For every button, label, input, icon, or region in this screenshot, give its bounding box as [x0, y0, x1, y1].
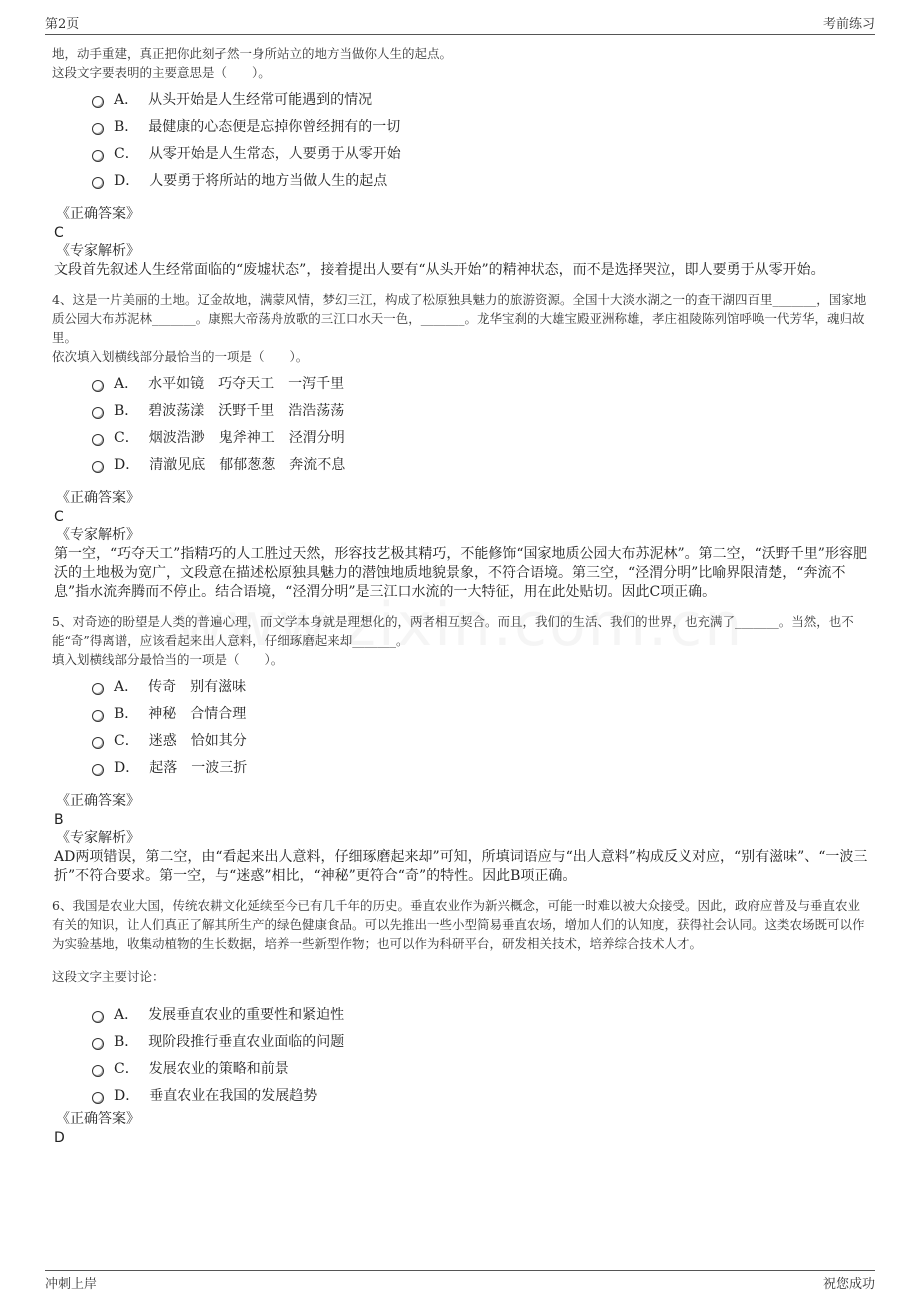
radio-icon[interactable] — [92, 1092, 104, 1104]
option-text: 最健康的心态便是忘掉你曾经拥有的一切 — [148, 118, 401, 135]
option-a[interactable] — [92, 85, 872, 112]
option-c[interactable] — [92, 139, 872, 166]
question-3 — [52, 44, 872, 280]
option-a[interactable] — [92, 1000, 872, 1027]
answer-label: 《正确答案》 — [56, 490, 140, 506]
question-prompt: 这段文字主要讨论： — [52, 969, 165, 984]
option-letter: C． — [114, 145, 139, 162]
analysis-text: 文段首先叙述人生经常面临的“废墟状态”，接着提出人要有“从头开始”的精神状态，而不是选择哭泣，即人要勇于从零开始。 — [54, 262, 825, 278]
analysis-text: AD两项错误，第二空，由“看起来出人意料，仔细琢磨起来却”可知，所填词语应与“出人意料”构成反义对应，“别有滋味”、“一波三折”不符合要求。第一空，与“迷惑”相比，“神秘”更符合“奇”的特性。因此B项正确。 — [54, 849, 868, 884]
question-text: 6、我国是农业大国，传统农耕文化延续至今已有几千年的历史。垂直农业作为新兴概念，可能一时难以被大众接受。因此，政府应普及与垂直农业有关的知识，让人们真正了解其所生产的绿色健康食品。可以先推出一些小型简易垂直农场，增加人们的认知度，获得社会认同。这类农场既可以作为实验基地，收集动植物的生长数据，培养一些新型作物；也可以作为科研平台，研发相关技术，培养综合技术人才。 — [52, 898, 865, 951]
radio-icon[interactable] — [92, 1038, 104, 1050]
option-letter: C． — [114, 429, 139, 446]
analysis-label: 《专家解析》 — [56, 243, 140, 259]
question-prompt: 这段文字要表明的主要意思是（ ）。 — [52, 65, 271, 80]
option-text: 现阶段推行垂直农业面临的问题 — [148, 1033, 345, 1050]
option-c[interactable] — [92, 1054, 872, 1081]
answer-value: C — [54, 225, 64, 241]
option-b[interactable] — [92, 1027, 872, 1054]
option-text: 从头开始是人生经常可能遇到的情况 — [148, 91, 373, 108]
radio-icon[interactable] — [92, 150, 104, 162]
option-letter: B． — [114, 705, 139, 722]
option-letter: D． — [114, 172, 140, 189]
radio-icon[interactable] — [92, 380, 104, 392]
option-text: 发展垂直农业的重要性和紧迫性 — [148, 1006, 345, 1023]
analysis-text: 第一空，“巧夺天工”指精巧的人工胜过天然，形容技艺极其精巧，不能修饰“国家地质公园大布苏泥林”。第二空，“沃野千里”形容肥沃的土地极为宽广，文段意在描述松原独具魅力的潜蚀地质地貌景象，不符合语境。第三空，“泾渭分明”比喻界限清楚，“奔流不息”指水流奔腾而不停止。结合语境，“泾渭分明”是三江口水流的一大特征，用在此处贴切。因此C项正确。 — [54, 546, 867, 600]
footer-right: 祝您成功 — [822, 1277, 875, 1292]
page-header — [45, 12, 875, 35]
option-letter: D． — [114, 759, 140, 776]
page-footer — [45, 1270, 875, 1293]
option-list — [92, 672, 872, 780]
option-letter: B． — [114, 1033, 139, 1050]
option-c[interactable] — [92, 726, 872, 753]
option-letter: A． — [114, 1006, 139, 1023]
option-c[interactable] — [92, 423, 872, 450]
option-letter: A． — [114, 91, 139, 108]
option-text: 起落 一波三折 — [149, 759, 248, 776]
option-a[interactable] — [92, 672, 872, 699]
radio-icon[interactable] — [92, 1011, 104, 1023]
option-letter: A． — [114, 375, 139, 392]
option-text: 烟波浩渺 鬼斧神工 泾渭分明 — [148, 429, 345, 446]
option-letter: B． — [114, 118, 139, 135]
question-6 — [52, 896, 872, 1147]
option-letter: C． — [114, 732, 139, 749]
answer-label: 《正确答案》 — [56, 206, 140, 222]
option-b[interactable] — [92, 699, 872, 726]
option-d[interactable] — [92, 166, 872, 193]
radio-icon[interactable] — [92, 737, 104, 749]
option-letter: D． — [114, 456, 140, 473]
question-text: 地，动手重建，真正把你此刻孑然一身所站立的地方当做你人生的起点。 — [52, 46, 453, 61]
option-text: 人要勇于将所站的地方当做人生的起点 — [149, 172, 388, 189]
option-b[interactable] — [92, 396, 872, 423]
answer-label: 《正确答案》 — [56, 793, 140, 809]
question-4 — [52, 290, 872, 602]
option-text: 清澈见底 郁郁葱葱 奔流不息 — [149, 456, 346, 473]
question-prompt: 依次填入划横线部分最恰当的一项是（ ）。 — [52, 349, 309, 364]
question-text: 5、对奇迹的盼望是人类的普遍心理，而文学本身就是理想化的，两者相互契合。而且，我们的生活、我们的世界，也充满了_______。当然，也不能“奇”得离谱，应该看起来出人意料，仔细琢磨起来却_______。 — [52, 614, 854, 648]
radio-icon[interactable] — [92, 407, 104, 419]
radio-icon[interactable] — [92, 764, 104, 776]
option-text: 从零开始是人生常态，人要勇于从零开始 — [148, 145, 401, 162]
radio-icon[interactable] — [92, 123, 104, 135]
question-text: 4、这是一片美丽的土地。辽金故地，满蒙风情，梦幻三江，构成了松原独具魅力的旅游资源。全国十大淡水湖之一的查干湖四百里_______，国家地质公园大布苏泥林_______。康熙大帝荡舟放歌的三江口水天一色，_______。龙华宝刹的大雄宝殿亚洲称雄，孝庄祖陵陈列馆呼唤一代芳华，魂归故里。 — [52, 292, 867, 345]
radio-icon[interactable] — [92, 1065, 104, 1077]
option-text: 碧波荡漾 沃野千里 浩浩荡荡 — [148, 402, 345, 419]
answer-value: B — [54, 812, 64, 828]
radio-icon[interactable] — [92, 177, 104, 189]
option-text: 发展农业的策略和前景 — [148, 1060, 289, 1077]
analysis-label: 《专家解析》 — [56, 830, 140, 846]
radio-icon[interactable] — [92, 461, 104, 473]
option-letter: B． — [114, 402, 139, 419]
document-content — [52, 44, 872, 1147]
option-d[interactable] — [92, 1081, 872, 1108]
footer-left: 冲刺上岸 — [45, 1277, 98, 1292]
option-text: 垂直农业在我国的发展趋势 — [149, 1087, 318, 1104]
option-d[interactable] — [92, 753, 872, 780]
option-letter: D． — [114, 1087, 140, 1104]
option-letter: A． — [114, 678, 139, 695]
answer-value: D — [54, 1130, 65, 1146]
page-number: 第2页 — [45, 17, 80, 32]
radio-icon[interactable] — [92, 96, 104, 108]
option-a[interactable] — [92, 369, 872, 396]
option-text: 迷惑 恰如其分 — [148, 732, 247, 749]
header-title: 考前练习 — [822, 17, 875, 32]
radio-icon[interactable] — [92, 710, 104, 722]
option-d[interactable] — [92, 450, 872, 477]
option-text: 传奇 别有滋味 — [148, 678, 247, 695]
question-5 — [52, 612, 872, 886]
option-list — [92, 369, 872, 477]
radio-icon[interactable] — [92, 434, 104, 446]
option-list — [92, 85, 872, 193]
question-prompt: 填入划横线部分最恰当的一项是（ ）。 — [52, 652, 284, 667]
radio-icon[interactable] — [92, 683, 104, 695]
option-b[interactable] — [92, 112, 872, 139]
option-text: 神秘 合情合理 — [148, 705, 247, 722]
analysis-label: 《专家解析》 — [56, 527, 140, 543]
option-letter: C． — [114, 1060, 139, 1077]
option-list — [92, 1000, 872, 1108]
option-text: 水平如镜 巧夺天工 一泻千里 — [148, 375, 345, 392]
answer-label: 《正确答案》 — [56, 1111, 140, 1127]
answer-value: C — [54, 509, 64, 525]
